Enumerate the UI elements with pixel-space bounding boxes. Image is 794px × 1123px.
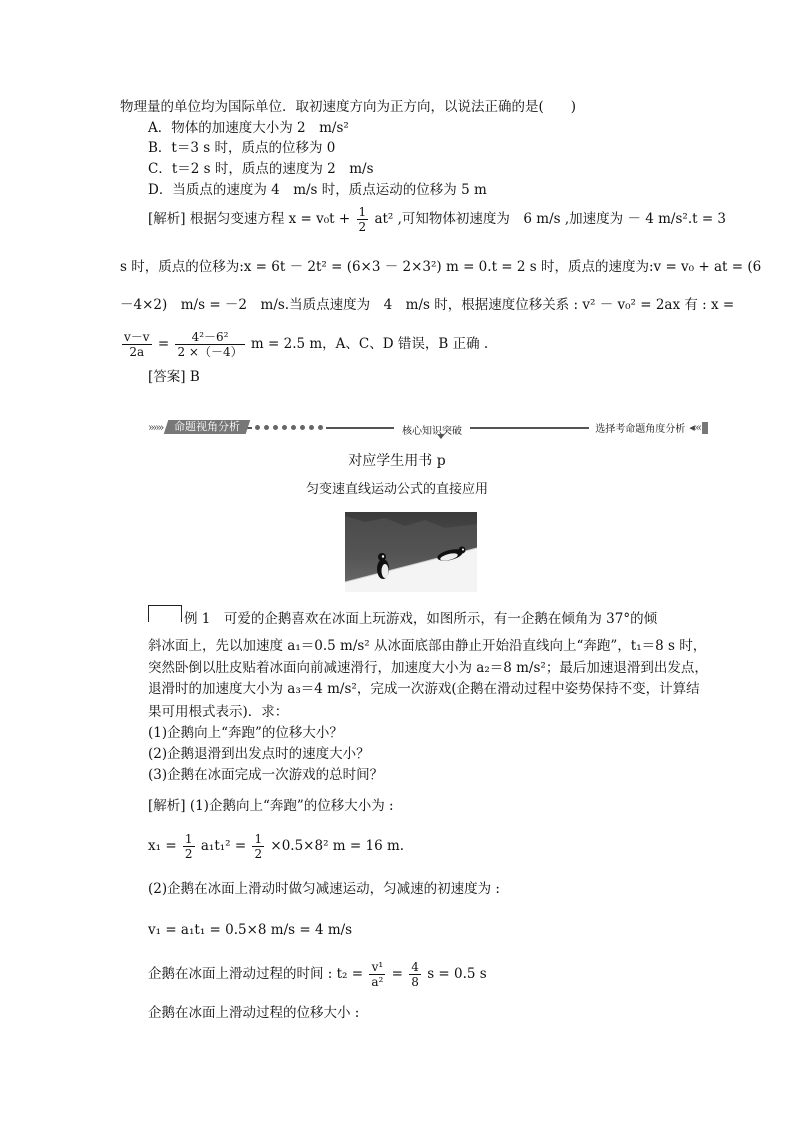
fraction — [369, 960, 385, 989]
solution-text: = — [391, 966, 408, 982]
dot-icon — [264, 425, 269, 430]
fraction — [175, 330, 244, 359]
banner-end-block — [702, 422, 708, 434]
banner-center-text: 核心知识突破 — [394, 422, 470, 437]
left-arrow-icon: ◂‹‹‹ — [689, 421, 700, 434]
equals-sign: = — [157, 336, 170, 352]
example-line-1: 例 1 可爱的企鹅喜欢在冰面上玩游戏，如图所示，有一企鹅在倾角为 37°的倾 — [184, 611, 658, 627]
solution-x1 — [148, 832, 404, 861]
fraction-numerator: 4 — [411, 960, 419, 974]
fraction-numerator: 1 — [254, 832, 263, 846]
fraction-numerator: v－v — [124, 330, 150, 344]
solution-text: ×0.5×8² m = 16 m. — [270, 838, 405, 854]
analysis-line-3: －4×2) m/s = －2 m/s.当质点速度为 4 m/s 时，根据速度位移关系 : v² － v₀² = 2ax 有 : x = — [120, 297, 735, 313]
analysis-text: at² ,可知物体初速度为 6 m/s ,加速度为 － 4 m/s².t = 3 — [374, 211, 727, 227]
solution-text: a₁t₁² = — [200, 838, 251, 854]
fraction — [252, 832, 264, 861]
solution-text: x₁ = — [148, 838, 181, 854]
dots-decoration-icon — [252, 425, 326, 430]
dot-icon — [273, 425, 278, 430]
dot-icon — [282, 425, 287, 430]
question-intro: 物理量的单位均为国际单位．取初速度方向为正方向，以说法正确的是( ) — [120, 99, 577, 115]
double-arrow-icon: ›››››› — [148, 421, 166, 434]
sub-question-3: (3)企鹅在冰面完成一次游戏的总时间？ — [148, 767, 384, 783]
solution-text: 企鹅在冰面上滑动过程的时间 : t₂ = — [148, 966, 368, 982]
option-d: D．当质点的速度为 4 m/s 时，质点运动的位移为 5 m — [148, 182, 487, 198]
answer: [答案] B — [148, 369, 200, 385]
analysis-line-1 — [148, 205, 726, 234]
analysis-text: 根据匀变速方程 x = v₀t + — [189, 211, 355, 227]
section-banner — [148, 420, 708, 436]
option-b: B．t＝3 s 时，质点的位移为 0 — [148, 140, 336, 156]
dot-icon — [318, 425, 323, 430]
banner-right — [589, 420, 708, 435]
penguin-image-icon — [345, 512, 477, 592]
fraction-numerator: 1 — [358, 205, 367, 219]
fraction-numerator: 4²－6² — [175, 330, 244, 345]
fraction — [183, 832, 195, 861]
fraction-denominator: 8 — [411, 975, 419, 989]
example-line-3: 突然卧倒以肚皮贴着冰面向前减速滑行，加速度大小为 a₂＝8 m/s²；最后加速退滑到出发点， — [148, 660, 708, 676]
fraction-numerator: v¹ — [369, 960, 385, 975]
fraction-denominator: a² — [371, 975, 384, 989]
banner-right-text: 选择考命题角度分析 — [595, 424, 686, 435]
example-tab-box — [148, 605, 182, 622]
solution-text: s = 0.5 s — [427, 966, 487, 982]
banner-label-text: 命题视角分析 — [174, 421, 241, 433]
option-a: A．物体的加速度大小为 2 m/s² — [148, 120, 349, 136]
fraction — [409, 960, 421, 989]
solution-line-1: [解析] (1)企鹅向上“奔跑”的位移大小为 : — [148, 798, 394, 814]
analysis-label: [解析] — [148, 211, 186, 227]
section-reference: 对应学生用书 p — [348, 453, 446, 469]
sub-question-1: (1)企鹅向上“奔跑”的位移大小？ — [148, 725, 343, 741]
solution-v1: v₁ = a₁t₁ = 0.5×8 m/s = 4 m/s — [148, 922, 353, 938]
dot-icon — [291, 425, 296, 430]
penguin-photo — [345, 512, 477, 592]
analysis-text: m = 2.5 m，A、C、D 错误，B 正确 . — [250, 336, 489, 352]
fraction-denominator: 2 ×（－4） — [177, 345, 243, 359]
fraction — [122, 330, 152, 359]
example-line-5: 果可用根式表示)．求： — [148, 704, 289, 720]
dot-icon — [309, 425, 314, 430]
fraction-denominator: 2a — [129, 345, 145, 359]
solution-t2 — [148, 960, 487, 989]
example-line-2: 斜冰面上，先以加速度 a₁＝0.5 m/s² 从冰面底部由静止开始沿直线向上“奔跑”，t₁＝8 s 时， — [148, 638, 707, 654]
fraction-denominator: 2 — [254, 847, 263, 861]
example-line-4: 退滑时的加速度大小为 a₃＝4 m/s²，完成一次游戏(企鹅在滑动过程中姿势保持不变，计算结 — [148, 681, 700, 697]
fraction-numerator: 1 — [184, 832, 193, 846]
fraction-denominator: 2 — [358, 220, 367, 234]
solution-line-3: 企鹅在冰面上滑动过程的位移大小 : — [148, 1005, 360, 1021]
dot-icon — [300, 425, 305, 430]
sub-question-2: (2)企鹅退滑到出发点时的速度大小？ — [148, 746, 370, 762]
solution-line-2: (2)企鹅在冰面上滑动时做匀减速运动，匀减速的初速度为 : — [148, 881, 500, 897]
fraction-denominator: 2 — [184, 847, 193, 861]
analysis-line-4 — [120, 330, 488, 359]
fraction — [357, 205, 369, 234]
section-title: 匀变速直线运动公式的直接应用 — [305, 482, 488, 497]
analysis-line-2: s 时，质点的位移为:x = 6t － 2t² = (6×3 － 2×3²) m = 0.t = 2 s 时，质点的速度为:v = v₀ + at = (6 — [120, 259, 762, 275]
banner-left — [148, 420, 326, 434]
banner-label — [164, 420, 251, 434]
banner-pointer-icon — [437, 434, 445, 439]
dot-icon — [255, 425, 260, 430]
option-c: C．t＝2 s 时，质点的速度为 2 m/s — [148, 161, 374, 177]
